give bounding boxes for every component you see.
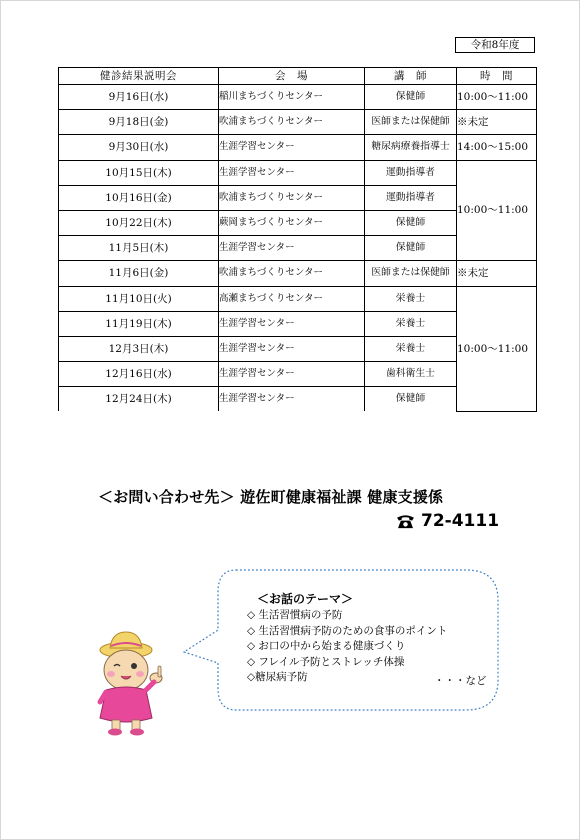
cell-date: 12月16日(水) — [59, 362, 219, 387]
header-session: 健診結果説明会 — [59, 68, 219, 85]
cell-date: 12月3日(木) — [59, 336, 219, 361]
topic-item: ◇ 生活習慣病の予防 — [247, 609, 343, 622]
topics-suffix: ・・・など — [434, 675, 487, 687]
cell-time: ※未定 — [457, 261, 537, 286]
topic-item: ◇ 生活習慣病予防のための食事のポイント — [247, 624, 448, 637]
cell-date: 9月18日(金) — [59, 110, 219, 135]
table-row — [59, 286, 537, 311]
cell-time: ※未定 — [457, 110, 537, 135]
cell-venue: 生涯学習センター — [219, 160, 365, 185]
cell-venue: 吹浦まちづくりセンター — [219, 110, 365, 135]
cell-date: 10月16日(金) — [59, 185, 219, 210]
cell-time: 10:00～11:00 — [457, 160, 537, 261]
cell-lecturer: 運動指導者 — [365, 160, 457, 185]
cell-venue: 稲川まちづくりセンター — [219, 85, 365, 110]
cell-time: 14:00～15:00 — [457, 135, 537, 160]
cell-lecturer: 保健師 — [365, 85, 457, 110]
cell-date: 11月6日(金) — [59, 261, 219, 286]
contact-info: ＜お問い合わせ先＞ 遊佐町健康福祉課 健康支援係 — [98, 488, 444, 506]
cell-lecturer: 栄養士 — [365, 286, 457, 311]
cell-venue: 高瀬まちづくりセンター — [219, 286, 365, 311]
cell-time: 10:00～11:00 — [457, 85, 537, 110]
cell-lecturer: 糖尿病療養指導士 — [365, 135, 457, 160]
table-header-row — [59, 68, 537, 85]
cell-lecturer: 医師または保健師 — [365, 261, 457, 286]
cell-lecturer: 医師または保健師 — [365, 110, 457, 135]
cell-venue: 吹浦まちづくりセンター — [219, 261, 365, 286]
telephone-icon — [396, 514, 415, 529]
cell-venue: 吹浦まちづくりセンター — [219, 185, 365, 210]
table-row — [59, 160, 537, 185]
table-row — [59, 85, 537, 110]
cell-lecturer: 保健師 — [365, 210, 457, 235]
cell-venue: 蕨岡まちづくりセンター — [219, 210, 365, 235]
topic-item: ◇糖尿病予防 — [247, 671, 308, 684]
cell-venue: 生涯学習センター — [219, 387, 365, 412]
cell-date: 10月22日(木) — [59, 210, 219, 235]
cell-date: 9月30日(水) — [59, 135, 219, 160]
phone-number — [396, 511, 499, 531]
cell-date: 11月10日(火) — [59, 286, 219, 311]
cell-date: 10月15日(木) — [59, 160, 219, 185]
cell-lecturer: 運動指導者 — [365, 185, 457, 210]
cell-venue: 生涯学習センター — [219, 336, 365, 361]
topic-item: ◇ フレイル予防とストレッチ体操 — [247, 655, 405, 668]
fiscal-year-badge: 令和8年度 — [455, 37, 535, 53]
cell-date: 11月19日(木) — [59, 311, 219, 336]
table-row — [59, 261, 537, 286]
cell-venue: 生涯学習センター — [219, 236, 365, 261]
schedule-table — [58, 67, 537, 412]
topics-list — [247, 592, 447, 685]
cell-time: 10:00～11:00 — [457, 286, 537, 411]
mascot-illustration — [92, 628, 174, 736]
header-venue: 会 場 — [219, 68, 365, 85]
cell-lecturer: 保健師 — [365, 236, 457, 261]
phone-text: 72-4111 — [421, 511, 500, 531]
topics-title: ＜お話のテーマ＞ — [257, 592, 354, 606]
cell-lecturer: 栄養士 — [365, 336, 457, 361]
table-row — [59, 135, 537, 160]
cell-lecturer: 歯科衛生士 — [365, 362, 457, 387]
cell-date: 9月16日(水) — [59, 85, 219, 110]
cell-lecturer: 保健師 — [365, 387, 457, 412]
header-lecturer: 講 師 — [365, 68, 457, 85]
cell-date: 11月5日(木) — [59, 236, 219, 261]
cell-lecturer: 栄養士 — [365, 311, 457, 336]
cell-venue: 生涯学習センター — [219, 135, 365, 160]
cell-venue: 生涯学習センター — [219, 362, 365, 387]
table-row — [59, 110, 537, 135]
topic-item: ◇ お口の中から始まる健康づくり — [247, 640, 406, 653]
header-time: 時 間 — [457, 68, 537, 85]
cell-venue: 生涯学習センター — [219, 311, 365, 336]
cell-date: 12月24日(木) — [59, 387, 219, 412]
